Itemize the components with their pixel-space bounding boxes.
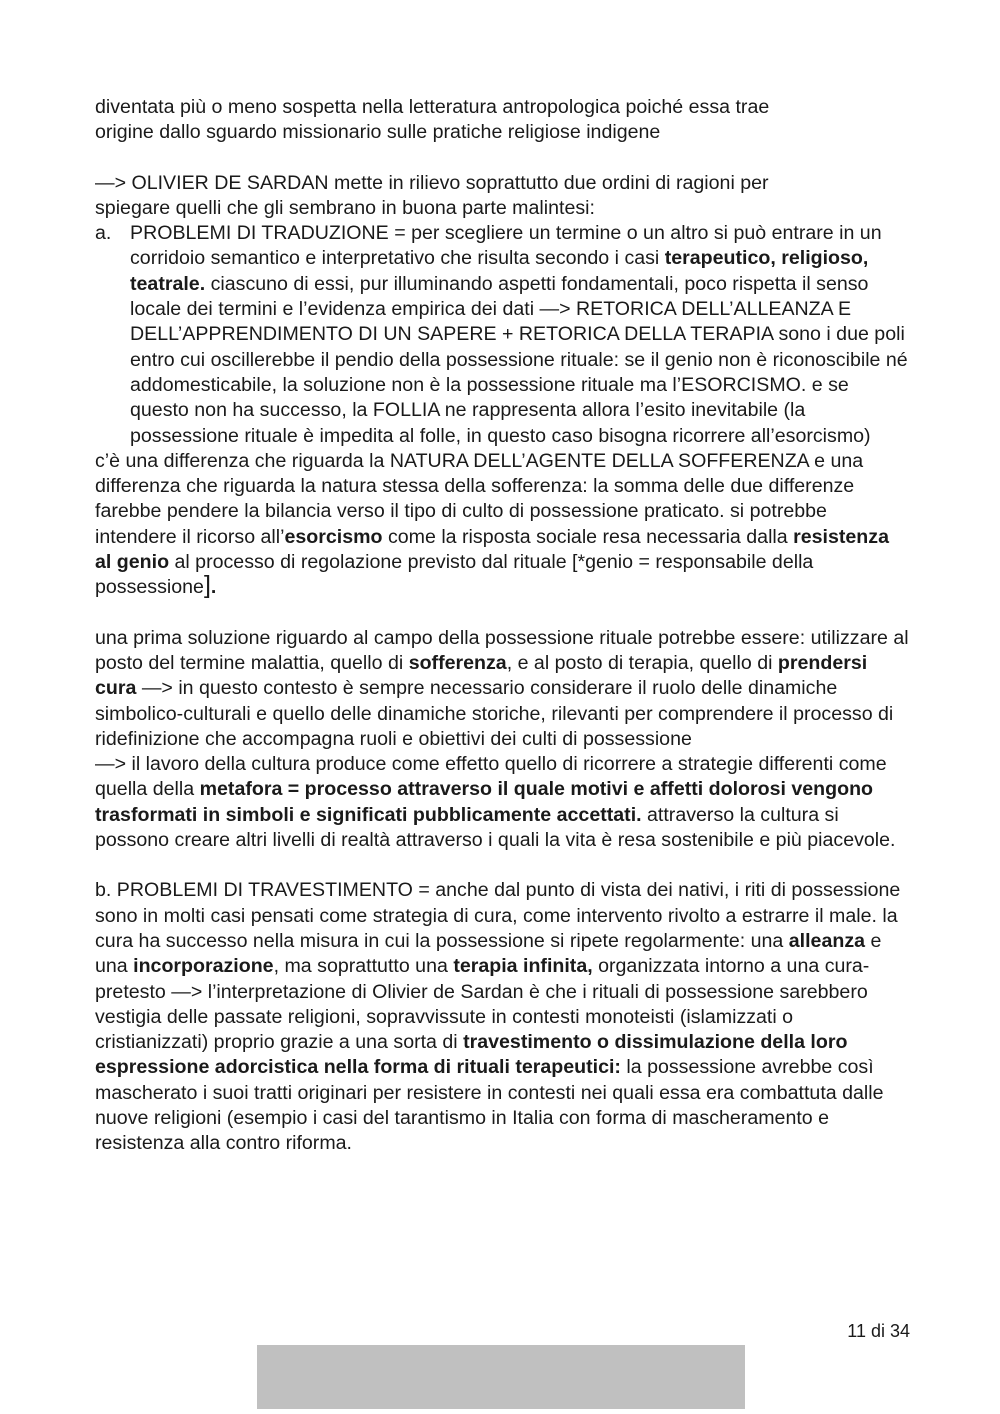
footer-gray-bar <box>257 1345 745 1409</box>
text-run: e una <box>95 929 882 978</box>
text-run: la possessione avrebbe così mascherato i suoi tratti originari per resistere in contesti nei quali essa era combattuta dalle nuove religioni (esempio i casi del tarantismo in Italia con forma di mascheramento e resistenza alla contro riforma. <box>95 1056 884 1155</box>
text-run: c’è una differenza che riguarda la NATURA DELL’AGENTE DELLA SOFFERENZA e una differenza che riguarda la natura stessa della sofferenza: la somma delle due differenze farebbe pendere la bilancia verso il tipo di culto di possessione praticato. si potrebbe intendere il ricorso all’ <box>95 449 864 548</box>
list-marker: a. <box>95 222 112 245</box>
text-run: attraverso la cultura si possono creare altri livelli di realtà attraverso i quali la vita è resa sostenibile e più piacevole. <box>95 803 896 852</box>
text-run: organizzata intorno a una cura-pretesto —> l’interpretazione di Olivier de Sardan è che i rituali di possessione sarebbero vestigia delle passate religioni, sopravvissute in contesti monoteisti (islamizzati o cristianizzati) proprio grazie a una sorta di <box>95 955 870 1054</box>
text-line: diventata più o meno sospetta nella letteratura antropologica poiché essa trae <box>95 96 770 118</box>
text-run: , e al posto di terapia, quello di <box>506 651 778 674</box>
page-body <box>95 95 910 1157</box>
bold-run: terapia infinita, <box>453 955 593 978</box>
paragraph-gap <box>95 601 910 626</box>
list-item-a <box>95 221 910 449</box>
bold-run: esorcismo <box>284 525 383 548</box>
bold-run: resistenza al genio <box>95 525 889 574</box>
paragraph-gap <box>95 146 910 171</box>
text-run: —> in questo contesto è sempre necessario considerare il ruolo delle dinamiche simbolico-culturali e quello delle dinamiche storiche, rilevanti per comprendere il processo di ridefinizione che accompagna ruoli e obiettivi dei culti di possessione <box>95 677 894 750</box>
text-run: una prima soluzione riguardo al campo della possessione rituale potrebbe essere: utilizzare al posto del termine malattia, quello di <box>95 626 909 674</box>
bold-run: metafora = processo attraverso il quale motivi e affetti dolorosi vengono trasformati in simboli e significati pubblicamente accettati. <box>95 778 874 826</box>
text-line: —> OLIVIER DE SARDAN mette in rilievo soprattutto due ordini di ragioni per <box>95 171 769 194</box>
bold-run: alleanza <box>788 929 866 952</box>
text-line: spiegare quelli che gli sembrano in buona parte malintesi: <box>95 196 595 219</box>
text-run: [*genio = responsabile della possessione <box>95 551 814 599</box>
paragraph-lavoro-cultura <box>95 752 910 853</box>
text-run: PROBLEMI DI TRADUZIONE = per scegliere un termine o un altro si può entrare in un corridoio semantico e interpretativo che risulta secondo i casi <box>130 222 882 270</box>
text-run: come la risposta sociale resa necessaria dalla <box>382 525 794 548</box>
text-line: origine dallo sguardo missionario sulle pratiche religiose indigene <box>95 121 661 144</box>
bold-run: incorporazione <box>133 955 274 978</box>
bold-run: sofferenza <box>408 651 507 674</box>
paragraph-origin <box>95 95 910 146</box>
bold-run: terapeutico, religioso, teatrale. <box>130 247 869 295</box>
paragraph-olivier-de-sardan <box>95 171 910 222</box>
paragraph-prima-soluzione <box>95 626 910 752</box>
text-run: al processo di regolazione previsto dal rituale <box>169 551 573 574</box>
bold-run: . <box>210 576 217 599</box>
text-run: , ma soprattutto una <box>273 955 454 978</box>
paragraph-travestimento <box>95 878 910 1156</box>
bold-run: travestimento o dissimulazione della loro espressione adorcistica nella forma di rituali terapeutici: <box>95 1031 848 1079</box>
paragraph-gap <box>95 853 910 878</box>
bold-run: prendersi cura <box>95 651 868 700</box>
closing-bracket: ] <box>203 571 211 600</box>
paragraph-differenza <box>95 449 910 601</box>
text-run: ciascuno di essi, pur illuminando aspetti fondamentali, poco rispetta il senso locale dei termini e l’evidenza empirica dei dati —> RETORICA DELL’ALLEANZA E DELL’APPRENDIMENTO DI UN SAPERE + RETORICA DELLA TERAPIA sono i due poli entro cui oscillerebbe il pendio della possessione rituale: se il genio non è riconoscibile né addomesticabile, la soluzione non è la possessione rituale ma l’ESORCISMO. e se questo non ha successo, la FOLLIA ne rappresenta allora l’esito inevitabile (la possessione rituale è impedita al folle, in questo caso bisogna ricorrere all’esorcismo) <box>130 272 908 447</box>
text-run: b. PROBLEMI DI TRAVESTIMENTO = anche dal punto di vista dei nativi, i riti di possessione sono in molti casi pensati come strategia di cura, come intervento rivolto a estrarre il male. la cura ha successo nella misura in cui la possessione si ripete regolarmente: una <box>95 879 901 952</box>
page-number: 11 di 34 <box>847 1321 910 1341</box>
text-run: —> il lavoro della cultura produce come effetto quello di ricorrere a strategie differenti come quella della <box>95 753 887 801</box>
